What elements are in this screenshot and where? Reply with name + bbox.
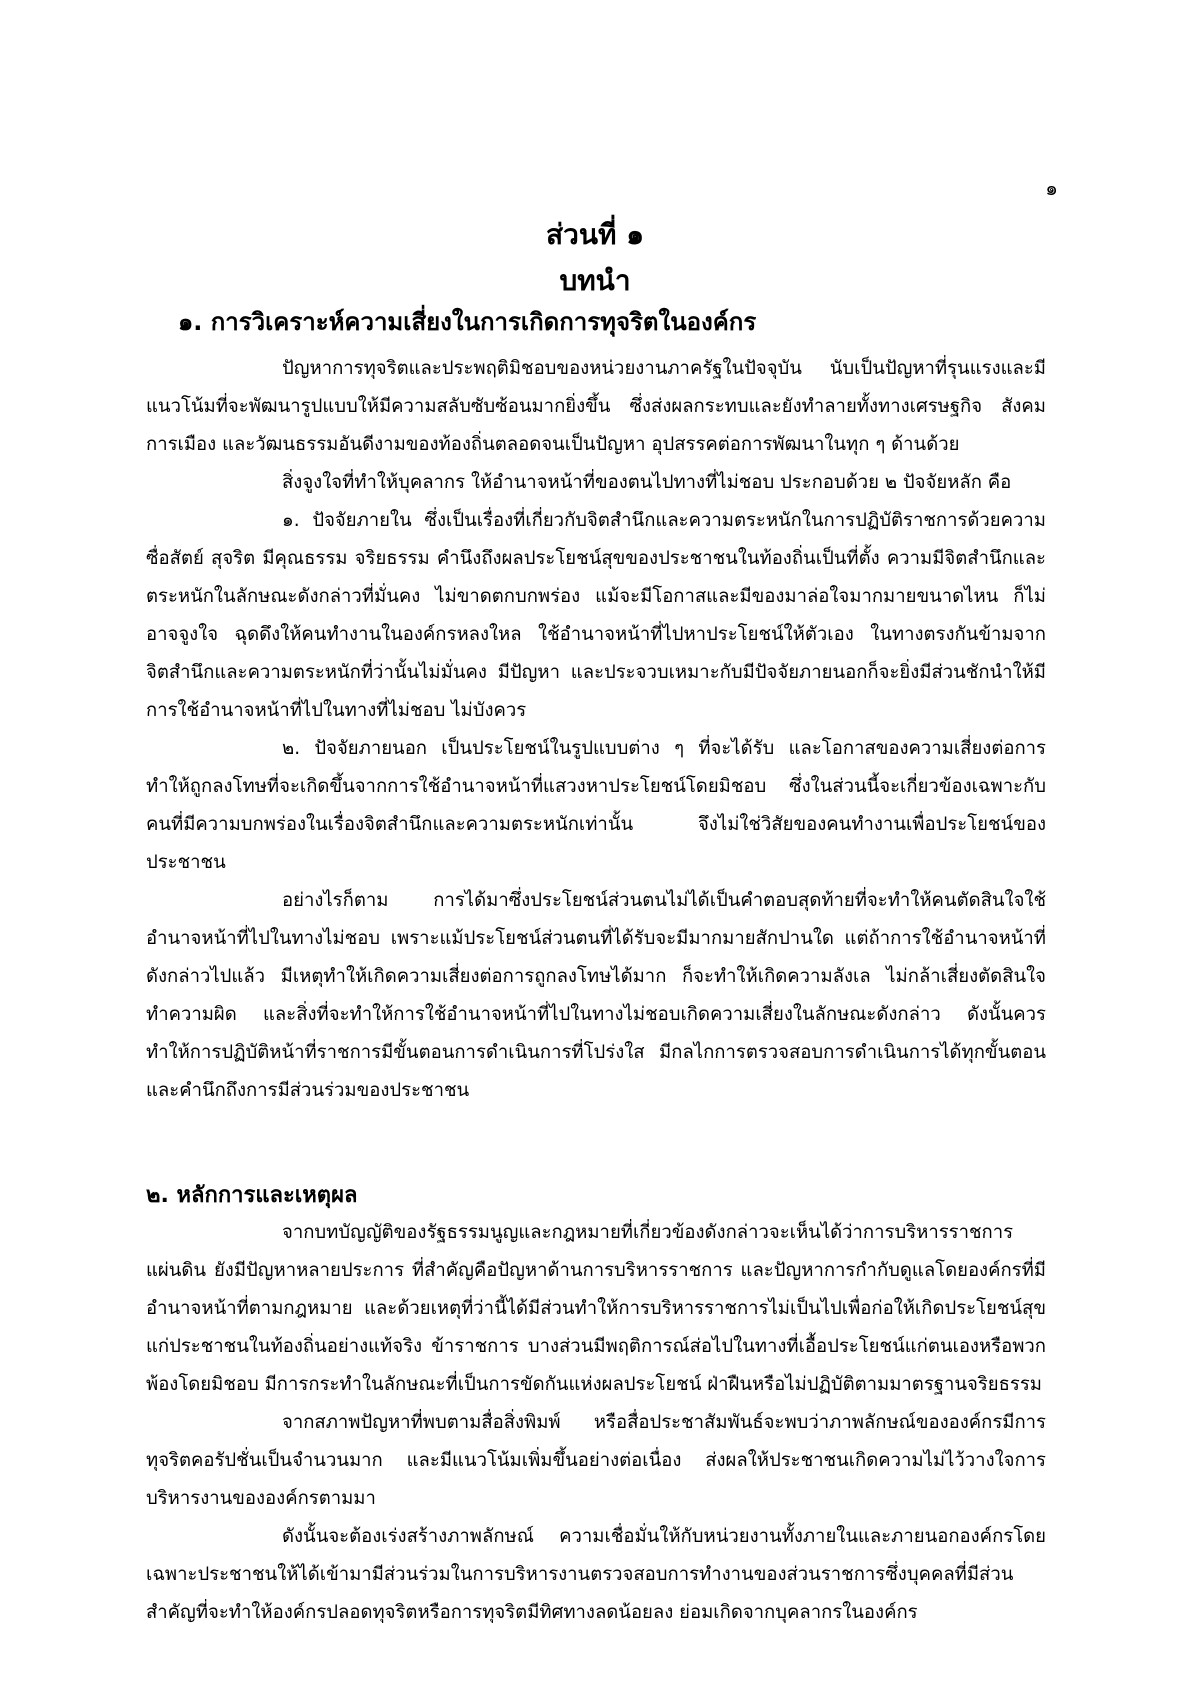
paragraph: สิ่งจูงใจที่ทำให้บุคลากร ให้อำนาจหน้าที่ของตนไปทางที่ไม่ชอบ ประกอบด้วย ๒ ปัจจัยหลัก คือ bbox=[282, 472, 1012, 493]
section-2-body bbox=[146, 1214, 1046, 1632]
paragraph: ดังนั้นจะต้องเร่งสร้างภาพลักษณ์ ความเชื่อมั่นให้กับหน่วยงานทั้งภายในและภายนอกองค์กรโดยเฉพาะประชาชนให้ได้เข้ามามีส่วนร่วมในการบริหารงานตรวจสอบการทำงานของส่วนราชการซึ่งบุคคลที่มีส่วนสำคัญที่จะทำให้องค์กรปลอดทุจริตหรือการทุจริตมีทิศทางลดน้อยลง ย่อมเกิดจากบุคลากรในองค์กร bbox=[146, 1526, 1046, 1623]
title-block bbox=[0, 212, 1190, 304]
page-number: ๑ bbox=[1045, 176, 1058, 200]
paragraph: ๑. ปัจจัยภายใน ซึ่งเป็นเรื่องที่เกี่ยวกับจิตสำนึกและความตระหนักในการปฏิบัติราชการด้วยความซื่อสัตย์ สุจริต มีคุณธรรม จริยธรรม คำนึงถึงผลประโยชน์สุขของประชาชนในท้องถิ่นเป็นที่ตั้ง ความมีจิตสำนึกและตระหนักในลักษณะดังกล่าวที่มั่นคง ไม่ขาดตกบกพร่อง แม้จะมีโอกาสและมีของมาล่อใจมากมายขนาดไหน ก็ไม่อาจจูงใจ ฉุดดึงให้คนทำงานในองค์กรหลงใหล ใช้อำนาจหน้าที่ไปหาประโยชน์ให้ตัวเอง ในทางตรงกันข้ามจากจิตสำนึกและความตระหนักที่ว่านั้นไม่มั่นคง มีปัญหา และประจวบเหมาะกับมีปัจจัยภายนอกก็จะยิ่งมีส่วนชักนำให้มีการใช้อำนาจหน้าที่ไปในทางที่ไม่ชอบ ไม่บังควร bbox=[146, 510, 1046, 721]
section-1-body bbox=[146, 350, 1046, 1110]
paragraph: ๒. ปัจจัยภายนอก เป็นประโยชน์ในรูปแบบต่าง ๆ ที่จะได้รับ และโอกาสของความเสี่ยงต่อการทำให้ถูกลงโทษที่จะเกิดขึ้นจากการใช้อำนาจหน้าที่แสวงหาประโยชน์โดยมิชอบ ซึ่งในส่วนนี้จะเกี่ยวข้องเฉพาะกับคนที่มีความบกพร่องในเรื่องจิตสำนึกและความตระหนักเท่านั้น จึงไม่ใช่วิสัยของคนทำงานเพื่อประโยชน์ของประชาชน bbox=[146, 738, 1046, 873]
intro-title: บทนำ bbox=[559, 264, 631, 297]
part-title: ส่วนที่ ๑ bbox=[546, 218, 644, 251]
paragraph: ปัญหาการทุจริตและประพฤติมิชอบของหน่วยงานภาครัฐในปัจจุบัน นับเป็นปัญหาที่รุนแรงและมีแนวโน้มที่จะพัฒนารูปแบบให้มีความสลับซับซ้อนมากยิ่งขึ้น ซึ่งส่งผลกระทบและยังทำลายทั้งทางเศรษฐกิจ สังคม การเมือง และวัฒนธรรมอันดีงามของท้องถิ่นตลอดจนเป็นปัญหา อุปสรรคต่อการพัฒนาในทุก ๆ ด้านด้วย bbox=[146, 358, 1046, 455]
paragraph: อย่างไรก็ตาม การได้มาซึ่งประโยชน์ส่วนตนไม่ได้เป็นคำตอบสุดท้ายที่จะทำให้คนตัดสินใจใช้อำนาจหน้าที่ไปในทางไม่ชอบ เพราะแม้ประโยชน์ส่วนตนที่ได้รับจะมีมากมายสักปานใด แต่ถ้าการใช้อำนาจหน้าที่ดังกล่าวไปแล้ว มีเหตุทำให้เกิดความเสี่ยงต่อการถูกลงโทษได้มาก ก็จะทำให้เกิดความลังเล ไม่กล้าเสี่ยงตัดสินใจทำความผิด และสิ่งที่จะทำให้การใช้อำนาจหน้าที่ไปในทางไม่ชอบเกิดความเสี่ยงในลักษณะดังกล่าว ดังนั้นควรทำให้การปฏิบัติหน้าที่ราชการมีขั้นตอนการดำเนินการที่โปร่งใส มีกลไกการตรวจสอบการดำเนินการได้ทุกขั้นตอน และคำนึกถึงการมีส่วนร่วมของประชาชน bbox=[146, 890, 1046, 1101]
paragraph: จากบทบัญญัติของรัฐธรรมนูญและกฎหมายที่เกี่ยวข้องดังกล่าวจะเห็นได้ว่าการบริหารราชการแผ่นดิน ยังมีปัญหาหลายประการ ที่สำคัญคือปัญหาด้านการบริหารราชการ และปัญหาการกำกับดูแลโดยองค์กรที่มีอำนาจหน้าที่ตามกฎหมาย และด้วยเหตุที่ว่านี้ได้มีส่วนทำให้การบริหารราชการไม่เป็นไปเพื่อก่อให้เกิดประโยชน์สุขแก่ประชาชนในท้องถิ่นอย่างแท้จริง ข้าราชการ บางส่วนมีพฤติการณ์ส่อไปในทางที่เอื้อประโยชน์แก่ตนเองหรือพวกพ้องโดยมิชอบ มีการกระทำในลักษณะที่เป็นการขัดกันแห่งผลประโยชน์ ฝ่าฝืนหรือไม่ปฏิบัติตามมาตรฐานจริยธรรม bbox=[146, 1222, 1046, 1395]
section-2-heading: ๒. หลักการและเหตุผล bbox=[146, 1183, 358, 1208]
section-1-heading: ๑. การวิเคราะห์ความเสี่ยงในการเกิดการทุจริตในองค์กร bbox=[178, 308, 757, 336]
paragraph: จากสภาพปัญหาที่พบตามสื่อสิ่งพิมพ์ หรือสื่อประชาสัมพันธ์จะพบว่าภาพลักษณ์ขององค์กรมีการทุจริตคอรัปชั่นเป็นจำนวนมาก และมีแนวโน้มเพิ่มขึ้นอย่างต่อเนื่อง ส่งผลให้ประชาชนเกิดความไม่ไว้วางใจการบริหารงานขององค์กรตามมา bbox=[146, 1412, 1046, 1509]
